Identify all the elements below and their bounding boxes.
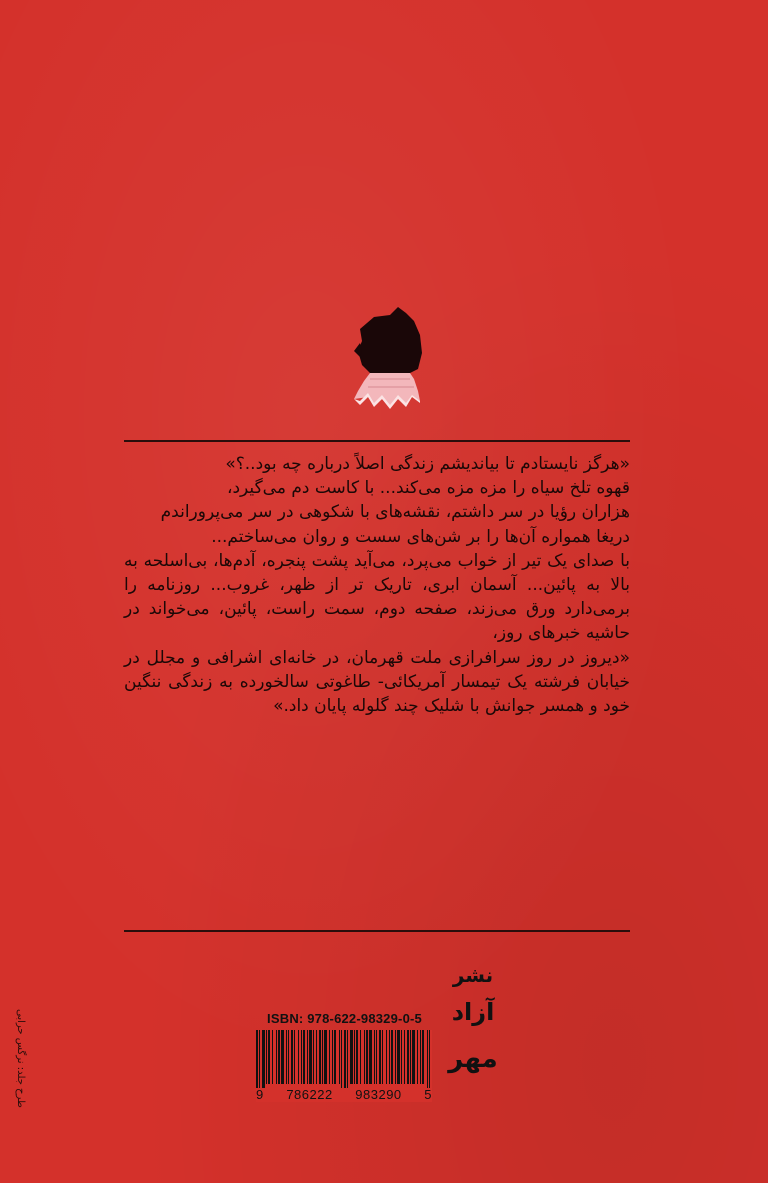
- barcode-bar: [356, 1030, 358, 1084]
- barcode-bar: [324, 1030, 327, 1084]
- barcode-bar: [332, 1030, 333, 1084]
- barcode-bar: [397, 1030, 400, 1084]
- publisher-logo-middle: آزاد: [451, 998, 495, 1026]
- barcode-bar: [404, 1030, 405, 1084]
- top-divider: [124, 440, 630, 442]
- barcode-bar: [420, 1030, 421, 1084]
- barcode-bar: [429, 1030, 430, 1088]
- cover-design-credit: طرح جلد: نرگس حرابی: [15, 1009, 26, 1108]
- barcode-bar: [281, 1030, 284, 1084]
- barcode-bar: [276, 1030, 277, 1084]
- barcode-bar: [407, 1030, 409, 1084]
- barcode-bar: [339, 1030, 340, 1084]
- barcode-bar: [272, 1030, 273, 1084]
- barcode-bar: [347, 1030, 348, 1088]
- barcode-bar: [412, 1030, 415, 1084]
- barcode-digits: [256, 1087, 432, 1102]
- barcode-bar: [354, 1030, 355, 1084]
- barcode-bar: [341, 1030, 342, 1088]
- barcode-bar: [386, 1030, 387, 1084]
- barcode-bar: [344, 1030, 346, 1088]
- barcode-bar: [350, 1030, 353, 1084]
- barcode-bar: [266, 1030, 267, 1084]
- barcode-bar: [401, 1030, 402, 1084]
- barcode-bar: [395, 1030, 396, 1084]
- barcode-bar: [256, 1030, 258, 1088]
- barcode-bar: [427, 1030, 428, 1088]
- barcode-bar: [288, 1030, 289, 1084]
- back-cover-blurb: [124, 452, 630, 718]
- barcode-bar: [329, 1030, 330, 1084]
- barcode-bars: [256, 1030, 432, 1088]
- barcode-bar: [291, 1030, 293, 1084]
- barcode-digit-group: 9: [256, 1087, 264, 1102]
- barcode-bar: [382, 1030, 383, 1084]
- isbn-label: ISBN: 978-622-98329-0-5: [267, 1011, 422, 1026]
- blurb-paragraph: «دیروز در روز سرافرازی ملت قهرمان، در خانه‌ای اشرافی و مجلل در خیابان فرشته یک تیمسار آمریکائی- طاغوتی سالخورده به زندگی ننگین خود و همسر جوانش با شلیک چند گلوله پایان داد.»: [124, 647, 630, 717]
- blurb-paragraph: با صدای یک تیر از خواب می‌پرد، می‌آید پشت پنجره، آدم‌ها، بی‌اسلحه به بالا به پائین... آسمان ابری، تاریک تر از ظهر، غروب... روزنامه را برمی‌دارد ورق می‌زند، صفحه دوم، سمت راست، پائین، می‌خواند در حاشیه خبرهای روز،: [124, 550, 630, 644]
- publisher-logo-bottom: مهر: [448, 1044, 498, 1074]
- barcode-digit-group: 983290: [355, 1087, 402, 1102]
- barcode-digit-group: 786222: [286, 1087, 333, 1102]
- hooded-figure-illustration: [340, 295, 432, 415]
- barcode-bar: [316, 1030, 317, 1084]
- barcode-bar: [374, 1030, 375, 1084]
- barcode-bar: [301, 1030, 302, 1084]
- blurb-paragraph: دریغا همواره آن‌ها را بر شن‌های سست و روان می‌ساختم...: [211, 526, 630, 547]
- blurb-paragraph: هزاران رؤیا در سر داشتم، نقشه‌های با شکوهی در سر می‌پروراندم: [160, 502, 630, 523]
- barcode-bar: [360, 1030, 361, 1084]
- barcode-bar: [364, 1030, 365, 1084]
- barcode-bar: [298, 1030, 299, 1084]
- barcode-bar: [334, 1030, 336, 1084]
- barcode-bar: [294, 1030, 295, 1084]
- barcode-bar: [366, 1030, 368, 1084]
- barcode-bar: [410, 1030, 411, 1084]
- bottom-divider: [124, 930, 630, 932]
- barcode: [256, 1030, 432, 1102]
- barcode-bar: [307, 1030, 308, 1084]
- barcode-bar: [322, 1030, 323, 1084]
- barcode-bar: [259, 1030, 260, 1088]
- barcode-bar: [309, 1030, 312, 1084]
- publisher-logo: [444, 960, 502, 1088]
- barcode-bar: [286, 1030, 287, 1084]
- barcode-bar: [262, 1030, 265, 1088]
- barcode-bar: [422, 1030, 424, 1084]
- publisher-logo-top: نشر: [452, 963, 494, 987]
- barcode-bar: [303, 1030, 305, 1084]
- barcode-bar: [319, 1030, 321, 1084]
- blurb-paragraph: قهوه تلخ سیاه را مزه مزه می‌کند... با کاست دم می‌گیرد،: [227, 478, 630, 499]
- barcode-bar: [389, 1030, 390, 1084]
- barcode-bar: [376, 1030, 377, 1084]
- barcode-bar: [417, 1030, 418, 1084]
- barcode-bar: [313, 1030, 314, 1084]
- barcode-digit-group: 5: [424, 1087, 432, 1102]
- barcode-bar: [278, 1030, 280, 1084]
- blurb-paragraph: «هرگز نایستادم تا بیاندیشم زندگی اصلاً درباره چه بود..؟»: [225, 454, 630, 474]
- barcode-bar: [268, 1030, 270, 1084]
- barcode-bar: [391, 1030, 393, 1084]
- barcode-bar: [369, 1030, 372, 1084]
- barcode-bar: [379, 1030, 381, 1084]
